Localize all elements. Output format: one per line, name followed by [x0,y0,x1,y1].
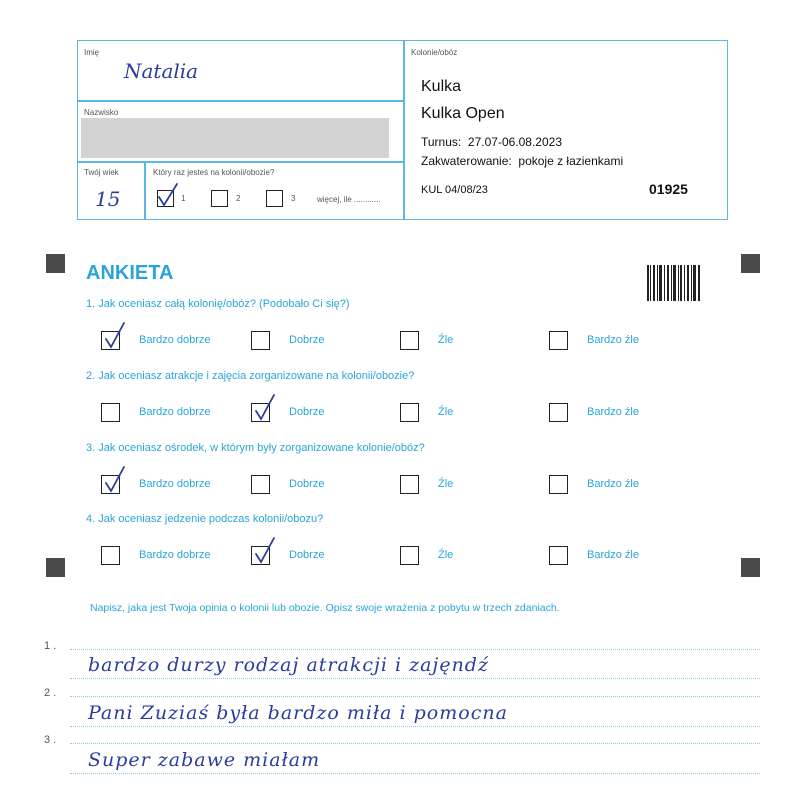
question-4-text: 4. Jak oceniasz jedzenie podczas kolonii/obozu? [86,513,324,525]
turnus-line [421,135,562,149]
opinion-dotted-line-2b [70,726,760,727]
registration-marker-bottom-right [741,558,760,577]
visit-count-checkbox-2[interactable] [211,190,228,207]
question-3-option-3-label: Źle [438,478,454,490]
accommodation-label: Zakwaterowanie: [421,154,512,168]
question-2-option-3-label: Źle [438,406,454,418]
opinion-line-number-1: 1 . [44,640,57,652]
question-3-option-3-checkbox[interactable] [400,475,419,494]
question-4-option-1-checkbox[interactable] [101,546,120,565]
opinion-prompt: Napisz, jaka jest Twoja opinia o kolonii lub obozie. Opisz swoje wrażenia z pobytu w trzech zdaniach. [90,602,560,614]
question-1-option-4-checkbox[interactable] [549,331,568,350]
camp-label: Kolonie/obóz [411,48,458,57]
opinion-dotted-line-3 [70,743,760,744]
question-3-option-2-label: Dobrze [289,478,325,490]
visit-count-option-3: 3 [291,194,296,203]
first-name-label: Imię [84,48,100,57]
opinion-line-number-3: 3 . [44,734,57,746]
opinion-dotted-line-1 [70,649,760,650]
question-3-text: 3. Jak oceniasz ośrodek, w którym były zorganizowane kolonie/obóz? [86,442,425,454]
question-4-check-icon [252,536,278,566]
question-3-option-4-label: Bardzo źle [587,478,639,490]
question-2-text: 2. Jak oceniasz atrakcje i zajęcia zorganizowane na kolonii/obozie? [86,370,415,382]
question-2-option-3-checkbox[interactable] [400,403,419,422]
visit-count-check-icon [156,181,180,209]
age-value[interactable]: 15 [95,187,121,211]
question-3-option-2-checkbox[interactable] [251,475,270,494]
question-1-option-1-label: Bardzo dobrze [139,334,211,346]
question-2-option-4-label: Bardzo źle [587,406,639,418]
question-2-option-2-label: Dobrze [289,406,325,418]
question-4-option-4-checkbox[interactable] [549,546,568,565]
opinion-dotted-line-3b [70,773,760,774]
turnus-label: Turnus: [421,135,462,149]
form-number: 01925 [649,181,688,197]
opinion-line-number-2: 2 . [44,687,57,699]
camp-info-box [77,40,728,220]
opinion-line-3[interactable]: Super zabawe miałam [88,749,321,771]
opinion-line-2[interactable]: Pani Zuziaś była bardzo miła i pomocna [88,702,508,724]
question-2-check-icon [252,393,278,423]
question-2-option-1-checkbox[interactable] [101,403,120,422]
last-name-redacted [81,118,389,158]
question-1-option-2-label: Dobrze [289,334,325,346]
last-name-label: Nazwisko [84,108,119,117]
question-1-option-4-label: Bardzo źle [587,334,639,346]
question-4-option-4-label: Bardzo źle [587,549,639,561]
question-4-option-3-label: Źle [438,549,454,561]
visit-count-option-2: 2 [236,194,241,203]
visit-count-checkbox-3[interactable] [266,190,283,207]
question-1-option-2-checkbox[interactable] [251,331,270,350]
camp-name: Kulka [421,78,462,95]
question-2-option-1-label: Bardzo dobrze [139,406,211,418]
question-1-check-icon [102,321,128,351]
camp-program: Kulka Open [421,105,505,122]
question-3-option-4-checkbox[interactable] [549,475,568,494]
visit-count-label: Który raz jesteś na kolonii/obozie? [153,168,275,177]
question-4-option-3-checkbox[interactable] [400,546,419,565]
question-4-option-1-label: Bardzo dobrze [139,549,211,561]
accommodation-value: pokoje z łazienkami [518,154,624,168]
opinion-line-1[interactable]: bardzo durzy rodzaj atrakcji i zajęndź [88,654,489,676]
age-label: Twój wiek [84,168,119,177]
question-1-option-3-label: Źle [438,334,454,346]
visit-count-more-label: więcej, ile ............ [317,195,381,204]
registration-marker-top-right [741,254,760,273]
camp-code: KUL 04/08/23 [421,184,488,196]
barcode-icon [647,265,701,301]
opinion-dotted-line-1b [70,678,760,679]
question-1-option-3-checkbox[interactable] [400,331,419,350]
registration-marker-bottom-left [46,558,65,577]
turnus-value: 27.07-06.08.2023 [467,135,563,149]
question-4-option-2-label: Dobrze [289,549,325,561]
question-2-option-4-checkbox[interactable] [549,403,568,422]
question-3-option-1-label: Bardzo dobrze [139,478,211,490]
visit-count-option-1: 1 [181,194,186,203]
question-3-check-icon [102,465,128,495]
accommodation-line [421,154,623,168]
registration-marker-top-left [46,254,65,273]
opinion-dotted-line-2 [70,696,760,697]
survey-title: ANKIETA [86,262,174,284]
question-1-text: 1. Jak oceniasz całą kolonię/obóz? (Podobało Ci się?) [86,298,350,310]
first-name-value[interactable]: Natalia [124,59,199,83]
